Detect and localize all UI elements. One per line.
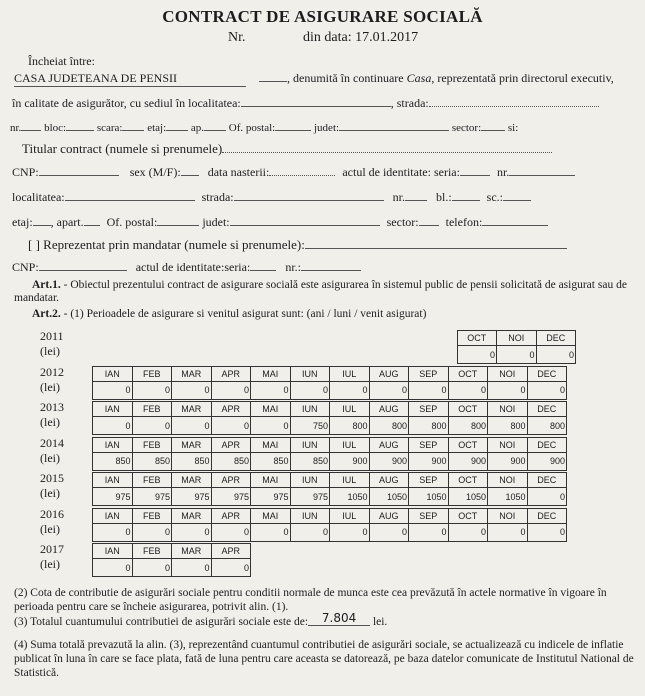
- income-cell-2016-iul: 0: [330, 523, 370, 541]
- income-cell-2012-mar: 0: [172, 381, 212, 399]
- month-header-apr: APR: [211, 437, 251, 452]
- telefon-label: telefon:: [445, 215, 483, 229]
- month-header-apr: APR: [211, 544, 251, 559]
- month-header-apr: APR: [211, 508, 251, 523]
- year-label-2013: [40, 400, 64, 430]
- etaj-label: etaj:: [12, 215, 33, 229]
- income-cell-2017-mar: 0: [172, 559, 212, 577]
- period-row-2014: [92, 437, 567, 471]
- addr-sector-label: sector:: [451, 122, 482, 134]
- mandatar-cnp-label: CNP:: [12, 260, 39, 274]
- art1-text: - Obiectul prezentului contract de asigurare socială este asigurarea în sistemul public de pensii solicitată de asigurat sau de mandatar.: [14, 279, 627, 304]
- year-label-2011: [40, 329, 64, 359]
- insurer-seat-line: [12, 94, 599, 111]
- localitatea-blank: [65, 188, 195, 201]
- month-header-dec: DEC: [536, 331, 576, 346]
- sc-label: sc.:: [486, 190, 503, 204]
- month-header-apr: APR: [211, 366, 251, 381]
- id-nr-blank: [509, 163, 575, 176]
- cnp-blank: [39, 163, 119, 176]
- etaj-blank: [33, 213, 51, 226]
- income-cell-2012-iul: 0: [330, 381, 370, 399]
- ofpostal-label: Of. postal:: [106, 215, 158, 229]
- addr-bloc-label: bloc:: [44, 122, 67, 134]
- income-cell-2016-aug: 0: [369, 523, 409, 541]
- mandatar-label: [ ] Reprezentat prin mandatar (numele si prenumele):: [28, 237, 305, 252]
- month-header-mai: MAI: [251, 402, 291, 417]
- mandatar-blank: [305, 236, 567, 249]
- birth-label: data nasterii:: [207, 165, 270, 179]
- income-cell-2014-apr: 850: [211, 452, 251, 470]
- income-cell-2015-mar: 975: [172, 488, 212, 506]
- month-header-iun: IUN: [290, 473, 330, 488]
- sector-blank: [419, 213, 439, 226]
- month-header-iul: IUL: [330, 473, 370, 488]
- income-cell-2015-ian: 975: [93, 488, 133, 506]
- month-header-dec: DEC: [527, 366, 567, 381]
- intro-text: Încheiat între:: [28, 54, 95, 68]
- art2-text: - (1) Perioadele de asigurare si venitul asigurat sunt: (ani / luni / venit asigurat): [60, 308, 427, 320]
- income-cell-2012-oct: 0: [448, 381, 488, 399]
- addr-sector-blank: [481, 118, 505, 131]
- lei-label: (lei): [40, 415, 60, 429]
- addr-etaj-blank: [166, 118, 188, 131]
- month-header-sep: SEP: [409, 366, 449, 381]
- locality-line: [12, 188, 531, 205]
- insurer-suffix-casa: Casa: [406, 71, 432, 85]
- addr-bloc-blank: [66, 118, 94, 131]
- income-cell-2015-aug: 1050: [369, 488, 409, 506]
- month-header-noi: NOI: [488, 366, 528, 381]
- month-header-mai: MAI: [251, 508, 291, 523]
- income-cell-2015-iul: 1050: [330, 488, 370, 506]
- addr-ap-blank: [204, 118, 226, 131]
- month-header-oct: OCT: [448, 366, 488, 381]
- year-label-2017: [40, 542, 64, 572]
- month-header-feb: FEB: [132, 544, 172, 559]
- etaj-line: [12, 213, 548, 230]
- month-header-dec: DEC: [527, 437, 567, 452]
- income-cell-2012-mai: 0: [251, 381, 291, 399]
- income-cell-2014-noi: 900: [488, 452, 528, 470]
- month-header-iun: IUN: [290, 508, 330, 523]
- income-cell-2011-noi: 0: [497, 346, 537, 364]
- income-cell-2016-iun: 0: [290, 523, 330, 541]
- month-header-iun: IUN: [290, 437, 330, 452]
- bl-blank: [452, 188, 480, 201]
- income-cell-2015-apr: 975: [211, 488, 251, 506]
- titular-blank: [222, 140, 552, 153]
- judet-label: judet:: [202, 215, 230, 229]
- article-2: [32, 307, 632, 321]
- month-header-ian: IAN: [93, 437, 133, 452]
- id-nr-label: nr.: [496, 165, 510, 179]
- month-header-sep: SEP: [409, 508, 449, 523]
- month-header-mar: MAR: [172, 402, 212, 417]
- localitatea-label: localitatea:: [12, 190, 65, 204]
- insurer-suffix-b: , reprezentată prin directorul executiv,: [431, 71, 614, 85]
- month-header-feb: FEB: [132, 437, 172, 452]
- bl-label: bl.:: [435, 190, 452, 204]
- lei-label: (lei): [40, 486, 60, 500]
- paragraph-4: (4) Suma totală prevazută la alin. (3), reprezentând cuantumul contributiei de asigurări sociale, se actualizează cu indicele de inflatie publicat în luna în care se face plata, fată de luna pentru care aceasta se datorează, pe baza datelor comunicate de Institutul National de Statistică.: [14, 639, 634, 679]
- cnp-label: CNP:: [12, 165, 39, 179]
- month-header-ian: IAN: [93, 402, 133, 417]
- strada-blank: [234, 188, 384, 201]
- year-label-2012: [40, 365, 64, 395]
- income-cell-2014-feb: 850: [132, 452, 172, 470]
- titular-line: [22, 140, 552, 157]
- street-blank: [429, 94, 599, 107]
- p3-unit: lei.: [370, 616, 388, 628]
- id-series-blank: [460, 163, 490, 176]
- month-header-ian: IAN: [93, 366, 133, 381]
- lei-label: (lei): [40, 557, 60, 571]
- period-row-2013: [92, 401, 567, 435]
- income-cell-2014-aug: 900: [369, 452, 409, 470]
- month-header-dec: DEC: [527, 508, 567, 523]
- month-header-oct: OCT: [448, 437, 488, 452]
- id-series-label: actul de identitate: seria:: [342, 165, 460, 179]
- month-header-noi: NOI: [488, 437, 528, 452]
- month-header-oct: OCT: [448, 473, 488, 488]
- insurer-address-line: [10, 118, 518, 134]
- period-row-2015: [92, 472, 567, 506]
- income-cell-2013-mar: 0: [172, 417, 212, 435]
- mandatar-id-line: [12, 258, 361, 275]
- month-header-oct: OCT: [448, 402, 488, 417]
- income-cell-2015-mai: 975: [251, 488, 291, 506]
- seat-blank: [241, 94, 391, 107]
- month-header-feb: FEB: [132, 366, 172, 381]
- income-cell-2013-feb: 0: [132, 417, 172, 435]
- month-header-aug: AUG: [369, 437, 409, 452]
- strada-label: strada:: [201, 190, 234, 204]
- income-cell-2015-oct: 1050: [448, 488, 488, 506]
- income-cell-2013-noi: 800: [488, 417, 528, 435]
- art2-label: Art.2.: [32, 308, 61, 320]
- month-header-dec: DEC: [527, 402, 567, 417]
- income-cell-2017-feb: 0: [132, 559, 172, 577]
- loc-nr-blank: [405, 188, 427, 201]
- year-value: 2014: [40, 435, 64, 450]
- year-value: 2015: [40, 471, 64, 485]
- month-header-noi: NOI: [488, 473, 528, 488]
- lei-label: (lei): [40, 521, 60, 536]
- period-row-2012: [92, 366, 567, 400]
- insurer-name: CASA JUDETEANA DE PENSII: [14, 71, 246, 87]
- month-header-feb: FEB: [132, 402, 172, 417]
- income-cell-2014-sep: 900: [409, 452, 449, 470]
- year-value: 2013: [40, 400, 64, 414]
- birth-blank: [269, 163, 335, 176]
- addr-etaj-label: etaj:: [147, 122, 167, 134]
- month-header-mar: MAR: [172, 437, 212, 452]
- mandatar-id-series-blank: [250, 258, 276, 271]
- year-value: 2011: [40, 329, 64, 343]
- income-cell-2013-iul: 800: [330, 417, 370, 435]
- income-cell-2014-mai: 850: [251, 452, 291, 470]
- income-cell-2014-mar: 850: [172, 452, 212, 470]
- income-cell-2017-apr: 0: [211, 559, 251, 577]
- month-header-feb: FEB: [132, 508, 172, 523]
- month-header-iul: IUL: [330, 402, 370, 417]
- month-header-iul: IUL: [330, 437, 370, 452]
- mandatar-id-series-label: actul de identitate:seria:: [135, 260, 251, 274]
- insurer-blank: [259, 69, 287, 82]
- addr-judet-label: judet:: [314, 122, 340, 134]
- month-header-aug: AUG: [369, 508, 409, 523]
- income-cell-2014-oct: 900: [448, 452, 488, 470]
- income-cell-2016-dec: 0: [527, 523, 567, 541]
- seat-label: în calitate de asigurător, cu sediul în localitatea:: [12, 96, 241, 110]
- addr-scara-blank: [122, 118, 144, 131]
- p3-label: (3) Totalul cuantumului contributiei de asigurări sociale este de:: [14, 616, 309, 628]
- sector-label: sector:: [386, 215, 419, 229]
- mandatar-cnp-blank: [39, 258, 127, 271]
- addr-ofpostal-label: Of. postal:: [228, 122, 276, 134]
- insurer-line: [14, 69, 614, 87]
- income-cell-2013-dec: 800: [527, 417, 567, 435]
- month-header-mai: MAI: [251, 473, 291, 488]
- income-cell-2013-apr: 0: [211, 417, 251, 435]
- addr-ap-label: ap.: [190, 122, 205, 134]
- period-row-2011: [457, 330, 577, 364]
- income-cell-2013-iun: 750: [290, 417, 330, 435]
- month-header-apr: APR: [211, 402, 251, 417]
- income-cell-2011-oct: 0: [457, 346, 497, 364]
- month-header-iun: IUN: [290, 402, 330, 417]
- month-header-mai: MAI: [251, 366, 291, 381]
- insurer-suffix-a: , denumită în continuare: [287, 71, 407, 85]
- income-cell-2012-sep: 0: [409, 381, 449, 399]
- month-header-noi: NOI: [497, 331, 537, 346]
- total-contribution-value: 7.804: [308, 611, 370, 626]
- addr-si-label: si:: [507, 122, 519, 134]
- addr-nr-blank: [21, 118, 41, 131]
- income-cell-2015-feb: 975: [132, 488, 172, 506]
- income-cell-2014-dec: 900: [527, 452, 567, 470]
- month-header-iul: IUL: [330, 508, 370, 523]
- month-header-dec: DEC: [527, 473, 567, 488]
- income-cell-2012-feb: 0: [132, 381, 172, 399]
- cnp-line: [12, 163, 575, 180]
- addr-scara-label: scara:: [96, 122, 123, 134]
- year-value: 2016: [40, 506, 64, 521]
- income-cell-2012-iun: 0: [290, 381, 330, 399]
- mandatar-nr-label: nr.:: [285, 260, 301, 274]
- income-cell-2016-feb: 0: [132, 523, 172, 541]
- year-label-2015: [40, 471, 64, 501]
- lei-label: (lei): [40, 379, 60, 394]
- income-cell-2014-iun: 850: [290, 452, 330, 470]
- month-header-aug: AUG: [369, 402, 409, 417]
- period-row-2017: [92, 543, 251, 577]
- income-cell-2016-sep: 0: [409, 523, 449, 541]
- period-row-2016: [92, 508, 567, 542]
- income-cell-2013-mai: 0: [251, 417, 291, 435]
- lei-label: (lei): [40, 450, 60, 465]
- income-cell-2016-mar: 0: [172, 523, 212, 541]
- titular-label: Titular contract (numele si prenumele): [22, 141, 223, 156]
- month-header-ian: IAN: [93, 508, 133, 523]
- income-cell-2013-oct: 800: [448, 417, 488, 435]
- income-cell-2012-noi: 0: [488, 381, 528, 399]
- income-cell-2016-noi: 0: [488, 523, 528, 541]
- income-cell-2016-ian: 0: [93, 523, 133, 541]
- year-label-2016: [40, 507, 64, 537]
- income-cell-2012-ian: 0: [93, 381, 133, 399]
- loc-nr-label: nr.: [392, 190, 405, 204]
- month-header-mar: MAR: [172, 473, 212, 488]
- income-cell-2015-iun: 975: [290, 488, 330, 506]
- mandatar-line: [28, 236, 567, 253]
- ofpostal-blank: [157, 213, 199, 226]
- contract-date: din data: 17.01.2017: [303, 30, 419, 45]
- contract-title: CONTRACT DE ASIGURARE SOCIALĂ: [162, 7, 483, 26]
- month-header-noi: NOI: [488, 508, 528, 523]
- income-cell-2016-mai: 0: [251, 523, 291, 541]
- income-cell-2013-sep: 800: [409, 417, 449, 435]
- income-cell-2012-apr: 0: [211, 381, 251, 399]
- art1-label: Art.1.: [32, 279, 61, 291]
- year-label-2014: [40, 436, 64, 466]
- income-cell-2012-aug: 0: [369, 381, 409, 399]
- apart-blank: [84, 213, 100, 226]
- month-header-iul: IUL: [330, 366, 370, 381]
- income-cell-2013-ian: 0: [93, 417, 133, 435]
- contract-number-label: Nr.: [228, 30, 246, 45]
- income-cell-2011-dec: 0: [536, 346, 576, 364]
- month-header-feb: FEB: [132, 473, 172, 488]
- income-cell-2015-noi: 1050: [488, 488, 528, 506]
- sex-label: sex (M/F):: [129, 165, 181, 179]
- telefon-blank: [482, 213, 548, 226]
- sex-blank: [181, 163, 199, 176]
- month-header-iun: IUN: [290, 366, 330, 381]
- month-header-ian: IAN: [93, 473, 133, 488]
- month-header-aug: AUG: [369, 366, 409, 381]
- addr-judet-blank: [339, 118, 449, 131]
- month-header-aug: AUG: [369, 473, 409, 488]
- month-header-apr: APR: [211, 473, 251, 488]
- income-cell-2013-aug: 800: [369, 417, 409, 435]
- month-header-sep: SEP: [409, 402, 449, 417]
- paragraph-3: [14, 611, 388, 629]
- month-header-sep: SEP: [409, 437, 449, 452]
- month-header-mar: MAR: [172, 508, 212, 523]
- lei-label: (lei): [40, 344, 60, 358]
- month-header-ian: IAN: [93, 544, 133, 559]
- income-cell-2016-oct: 0: [448, 523, 488, 541]
- income-cell-2012-dec: 0: [527, 381, 567, 399]
- month-header-oct: OCT: [448, 508, 488, 523]
- income-cell-2015-sep: 1050: [409, 488, 449, 506]
- paragraph-2: (2) Cota de contributie de asigurări sociale pentru conditii normale de munca este cea prevăzută în actele normative în vigoare în perioada pentru care se încheie asigurarea, potrivit alin. (1).: [14, 587, 607, 613]
- income-cell-2015-dec: 0: [527, 488, 567, 506]
- street-label: , strada:: [390, 96, 429, 110]
- month-header-mai: MAI: [251, 437, 291, 452]
- month-header-oct: OCT: [457, 331, 497, 346]
- month-header-mar: MAR: [172, 366, 212, 381]
- income-cell-2017-ian: 0: [93, 559, 133, 577]
- addr-nr-label: nr.: [10, 122, 22, 134]
- income-cell-2016-apr: 0: [211, 523, 251, 541]
- month-header-sep: SEP: [409, 473, 449, 488]
- income-cell-2014-ian: 850: [93, 452, 133, 470]
- year-value: 2012: [40, 364, 64, 379]
- article-1: [14, 279, 639, 305]
- income-cell-2014-iul: 900: [330, 452, 370, 470]
- year-value: 2017: [40, 542, 64, 556]
- judet-blank: [230, 213, 380, 226]
- apart-label: , apart.: [50, 215, 84, 229]
- month-header-mar: MAR: [172, 544, 212, 559]
- month-header-noi: NOI: [488, 402, 528, 417]
- mandatar-nr-blank: [301, 258, 361, 271]
- sc-blank: [503, 188, 531, 201]
- addr-ofpostal-blank: [275, 118, 311, 131]
